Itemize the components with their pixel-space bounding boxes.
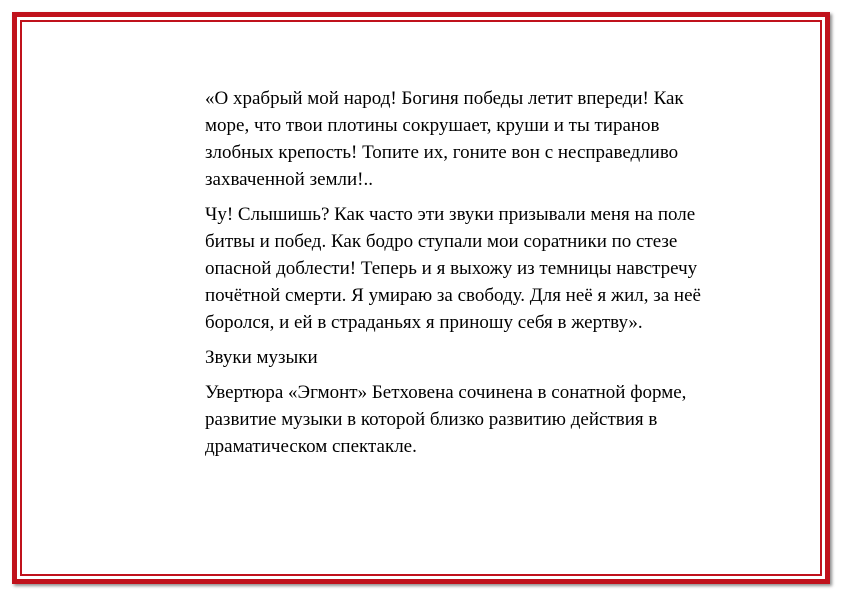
slide-text xyxy=(205,85,730,468)
commentary-paragraph: Увертюра «Эгмонт» Бетховена сочинена в сонатной форме, развитие музыки в которой близко развитию действия в драматическом спектакле. xyxy=(205,382,687,457)
stage-direction: Звуки музыки xyxy=(205,347,318,368)
quote-paragraph-1: «О храбрый мой народ! Богиня победы летит впереди! Как море, что твои плотины сокрушает, круши и ты тиранов злобных крепость! Топите их, гоните вон с несправедливо захваченной земли!.. xyxy=(205,88,684,190)
quote-paragraph-2: Чу! Слышишь? Как часто эти звуки призывали меня на поле битвы и побед. Как бодро ступали мои соратники по стезе опасной доблести! Теперь и я выхожу из темницы навстречу почётной смерти. Я умираю за свободу. Для неё я жил, за неё боролся, и ей в страданьях я приношу себя в жертву». xyxy=(205,204,701,333)
